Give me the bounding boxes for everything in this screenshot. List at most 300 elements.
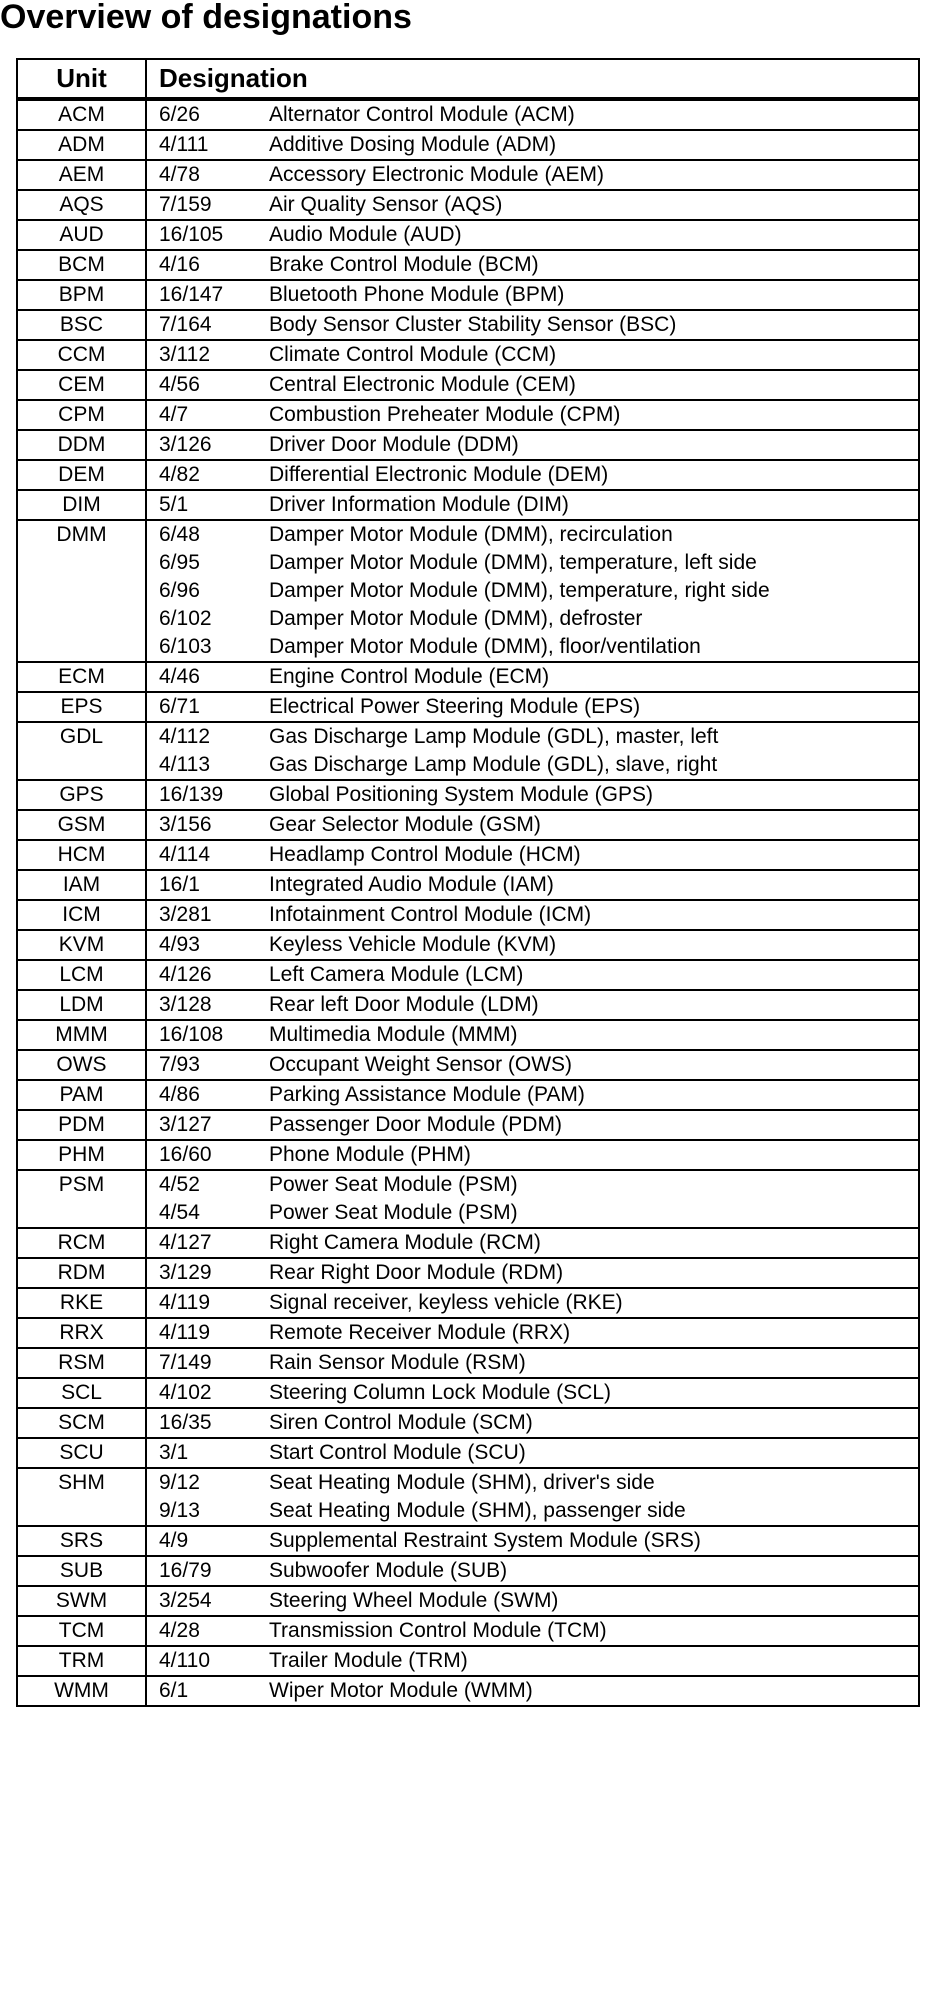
designation-entry: [159, 1409, 918, 1437]
designation-description: Subwoofer Module (SUB): [269, 1559, 508, 1582]
table-row: [18, 1080, 918, 1110]
designation-entry: [159, 1497, 918, 1525]
designation-code: 6/96: [159, 579, 200, 602]
designation-cell: [146, 280, 918, 310]
unit-cell: GPS: [18, 780, 146, 810]
unit-cell: GSM: [18, 810, 146, 840]
designation-cell: [146, 160, 918, 190]
unit-cell: CEM: [18, 370, 146, 400]
designation-entry: [159, 401, 918, 429]
designation-entry: [159, 341, 918, 369]
designation-cell: [146, 400, 918, 430]
designation-description: Siren Control Module (SCM): [269, 1411, 533, 1434]
unit-cell: SUB: [18, 1556, 146, 1586]
designation-description: Phone Module (PHM): [269, 1143, 471, 1166]
designation-entry: [159, 723, 918, 751]
designation-description: Rain Sensor Module (RSM): [269, 1351, 526, 1374]
table-row: [18, 990, 918, 1020]
designation-description: Additive Dosing Module (ADM): [269, 133, 557, 156]
designation-description: Remote Receiver Module (RRX): [269, 1321, 571, 1344]
designation-description: Headlamp Control Module (HCM): [269, 843, 581, 866]
designation-cell: [146, 780, 918, 810]
unit-cell: HCM: [18, 840, 146, 870]
designation-cell: [146, 1586, 918, 1616]
designation-code: 3/128: [159, 993, 212, 1016]
designation-description: Driver Door Module (DDM): [269, 433, 519, 456]
table-row: [18, 1438, 918, 1468]
unit-cell: CCM: [18, 340, 146, 370]
designation-entry: [159, 1379, 918, 1407]
designation-entry: [159, 931, 918, 959]
designation-cell: [146, 340, 918, 370]
designation-entry: [159, 1469, 918, 1497]
designation-code: 3/1: [159, 1441, 189, 1464]
designation-cell: [146, 960, 918, 990]
designation-cell: [146, 370, 918, 400]
designation-code: 4/54: [159, 1201, 200, 1224]
unit-cell: AQS: [18, 190, 146, 220]
designation-entry: [159, 371, 918, 399]
unit-cell: OWS: [18, 1050, 146, 1080]
designation-description: Start Control Module (SCU): [269, 1441, 526, 1464]
unit-cell: WMM: [18, 1676, 146, 1705]
designation-entry: [159, 1439, 918, 1467]
table-row: [18, 1526, 918, 1556]
table-row: [18, 1318, 918, 1348]
designation-entry: [159, 251, 918, 279]
designation-code: 4/52: [159, 1173, 200, 1196]
designation-cell: [146, 1288, 918, 1318]
designation-code: 6/48: [159, 523, 200, 546]
designation-code: 16/147: [159, 283, 224, 306]
designation-cell: [146, 692, 918, 722]
designation-code: 3/112: [159, 343, 210, 366]
unit-cell: IAM: [18, 870, 146, 900]
table-row: [18, 1020, 918, 1050]
table-row: [18, 400, 918, 430]
table-row: [18, 810, 918, 840]
table-row: [18, 370, 918, 400]
designation-code: 4/112: [159, 725, 210, 748]
designation-entry: [159, 1677, 918, 1705]
table-row: [18, 460, 918, 490]
designation-cell: [146, 1556, 918, 1586]
table-row: [18, 160, 918, 190]
table-row: [18, 1288, 918, 1318]
designation-code: 3/129: [159, 1261, 212, 1284]
unit-cell: LDM: [18, 990, 146, 1020]
designation-entry: [159, 811, 918, 839]
unit-cell: ACM: [18, 99, 146, 130]
column-header-unit: Unit: [18, 60, 146, 99]
designation-cell: [146, 1318, 918, 1348]
designation-description: Supplemental Restraint System Module (SRS): [269, 1529, 701, 1552]
designation-cell: [146, 722, 918, 780]
designation-cell: [146, 1646, 918, 1676]
designation-cell: [146, 930, 918, 960]
table-row: [18, 870, 918, 900]
designation-entry: [159, 1259, 918, 1287]
designation-code: 4/46: [159, 665, 200, 688]
designation-cell: [146, 1258, 918, 1288]
designation-cell: [146, 1468, 918, 1526]
designation-cell: [146, 1080, 918, 1110]
designation-description: Body Sensor Cluster Stability Sensor (BSC): [269, 313, 677, 336]
designation-entry: [159, 961, 918, 989]
designation-code: 4/114: [159, 843, 210, 866]
designation-cell: [146, 1228, 918, 1258]
designation-cell: [146, 1616, 918, 1646]
designation-entry: [159, 605, 918, 633]
designation-entry: [159, 1647, 918, 1675]
designation-cell: [146, 1050, 918, 1080]
designation-description: Passenger Door Module (PDM): [269, 1113, 562, 1136]
designation-code: 4/113: [159, 753, 210, 776]
designation-entry: [159, 1111, 918, 1139]
designation-cell: [146, 99, 918, 130]
table-header: [18, 60, 918, 99]
designation-code: 4/86: [159, 1083, 200, 1106]
designation-cell: [146, 810, 918, 840]
unit-cell: TCM: [18, 1616, 146, 1646]
designation-description: Brake Control Module (BCM): [269, 253, 539, 276]
designation-code: 4/16: [159, 253, 200, 276]
designation-cell: [146, 430, 918, 460]
designation-entry: [159, 521, 918, 549]
designation-entry: [159, 1141, 918, 1169]
designation-entry: [159, 633, 918, 661]
table-row: [18, 780, 918, 810]
designation-code: 4/126: [159, 963, 212, 986]
unit-cell: DMM: [18, 520, 146, 662]
designation-code: 16/1: [159, 873, 200, 896]
designation-entry: [159, 1229, 918, 1257]
designation-description: Alternator Control Module (ACM): [269, 103, 575, 126]
designation-description: Global Positioning System Module (GPS): [269, 783, 653, 806]
designation-description: Seat Heating Module (SHM), driver's side: [269, 1471, 655, 1494]
designation-cell: [146, 130, 918, 160]
designation-code: 4/119: [159, 1321, 210, 1344]
designation-entry: [159, 1199, 918, 1227]
unit-cell: RKE: [18, 1288, 146, 1318]
designation-entry: [159, 901, 918, 929]
unit-cell: AEM: [18, 160, 146, 190]
designation-code: 4/110: [159, 1649, 210, 1672]
designation-cell: [146, 250, 918, 280]
unit-cell: EPS: [18, 692, 146, 722]
designation-cell: [146, 1020, 918, 1050]
designation-code: 4/56: [159, 373, 200, 396]
designation-cell: [146, 1110, 918, 1140]
unit-cell: DDM: [18, 430, 146, 460]
unit-cell: ECM: [18, 662, 146, 692]
table-body: [18, 99, 918, 1705]
designation-cell: [146, 1526, 918, 1556]
unit-cell: DIM: [18, 490, 146, 520]
table-row: [18, 1408, 918, 1438]
designation-description: Gas Discharge Lamp Module (GDL), master, left: [269, 725, 719, 748]
designation-cell: [146, 460, 918, 490]
designation-description: Multimedia Module (MMM): [269, 1023, 518, 1046]
table-row: [18, 250, 918, 280]
table-row: [18, 900, 918, 930]
page-title: Overview of designations: [0, 0, 412, 36]
designation-entry: [159, 281, 918, 309]
designation-code: 3/254: [159, 1589, 212, 1612]
designation-code: 7/93: [159, 1053, 200, 1076]
designation-code: 6/26: [159, 103, 200, 126]
designation-entry: [159, 1319, 918, 1347]
designation-cell: [146, 1140, 918, 1170]
unit-cell: BPM: [18, 280, 146, 310]
table-row: [18, 1228, 918, 1258]
designation-entry: [159, 491, 918, 519]
designation-description: Damper Motor Module (DMM), temperature, left side: [269, 551, 757, 574]
designation-description: Bluetooth Phone Module (BPM): [269, 283, 565, 306]
designation-description: Steering Column Lock Module (SCL): [269, 1381, 611, 1404]
unit-cell: KVM: [18, 930, 146, 960]
designation-entry: [159, 577, 918, 605]
designation-description: Rear Right Door Module (RDM): [269, 1261, 564, 1284]
designation-cell: [146, 1676, 918, 1705]
unit-cell: PSM: [18, 1170, 146, 1228]
header-row: [18, 60, 918, 99]
designation-code: 16/139: [159, 783, 224, 806]
designation-code: 4/111: [159, 133, 209, 156]
designation-description: Gear Selector Module (GSM): [269, 813, 541, 836]
designation-description: Right Camera Module (RCM): [269, 1231, 541, 1254]
designation-description: Damper Motor Module (DMM), floor/ventilation: [269, 635, 701, 658]
designation-description: Climate Control Module (CCM): [269, 343, 557, 366]
designation-cell: [146, 990, 918, 1020]
table-row: [18, 692, 918, 722]
designation-description: Differential Electronic Module (DEM): [269, 463, 609, 486]
designation-code: 9/13: [159, 1499, 200, 1522]
unit-cell: SWM: [18, 1586, 146, 1616]
table-row: [18, 1050, 918, 1080]
designation-entry: [159, 1527, 918, 1555]
designation-code: 16/105: [159, 223, 224, 246]
designation-code: 4/82: [159, 463, 200, 486]
designation-code: 16/35: [159, 1411, 212, 1434]
designation-cell: [146, 1408, 918, 1438]
designation-description: Engine Control Module (ECM): [269, 665, 550, 688]
designation-description: Rear left Door Module (LDM): [269, 993, 539, 1016]
unit-cell: BSC: [18, 310, 146, 340]
designation-description: Signal receiver, keyless vehicle (RKE): [269, 1291, 623, 1314]
designation-description: Infotainment Control Module (ICM): [269, 903, 592, 926]
designation-code: 6/71: [159, 695, 200, 718]
designation-cell: [146, 190, 918, 220]
designation-entry: [159, 1051, 918, 1079]
unit-cell: RCM: [18, 1228, 146, 1258]
designation-entry: [159, 131, 918, 159]
designation-code: 3/156: [159, 813, 212, 836]
designation-cell: [146, 490, 918, 520]
designation-code: 4/119: [159, 1291, 210, 1314]
designation-entry: [159, 221, 918, 249]
unit-cell: PHM: [18, 1140, 146, 1170]
designation-description: Left Camera Module (LCM): [269, 963, 524, 986]
table-row: [18, 99, 918, 130]
designation-code: 4/9: [159, 1529, 189, 1552]
table: [18, 60, 918, 1705]
table-row: [18, 520, 918, 662]
designation-cell: [146, 662, 918, 692]
designation-entry: [159, 1289, 918, 1317]
unit-cell: AUD: [18, 220, 146, 250]
designation-cell: [146, 1170, 918, 1228]
unit-cell: SCL: [18, 1378, 146, 1408]
designation-code: 3/281: [159, 903, 212, 926]
designation-entry: [159, 431, 918, 459]
table-row: [18, 430, 918, 460]
designation-cell: [146, 220, 918, 250]
table-row: [18, 190, 918, 220]
unit-cell: RSM: [18, 1348, 146, 1378]
designation-entry: [159, 871, 918, 899]
unit-cell: SHM: [18, 1468, 146, 1526]
designation-cell: [146, 840, 918, 870]
table-row: [18, 1468, 918, 1526]
designation-description: Transmission Control Module (TCM): [269, 1619, 607, 1642]
designation-cell: [146, 1348, 918, 1378]
unit-cell: ADM: [18, 130, 146, 160]
unit-cell: PDM: [18, 1110, 146, 1140]
designation-description: Damper Motor Module (DMM), temperature, right side: [269, 579, 770, 602]
designation-code: 16/60: [159, 1143, 212, 1166]
designation-entry: [159, 161, 918, 189]
designation-cell: [146, 310, 918, 340]
table-row: [18, 1646, 918, 1676]
unit-cell: RDM: [18, 1258, 146, 1288]
designation-description: Combustion Preheater Module (CPM): [269, 403, 621, 426]
unit-cell: LCM: [18, 960, 146, 990]
designation-code: 6/1: [159, 1679, 189, 1702]
designation-description: Power Seat Module (PSM): [269, 1201, 518, 1224]
designation-entry: [159, 841, 918, 869]
designation-code: 6/95: [159, 551, 200, 574]
designation-entry: [159, 1617, 918, 1645]
designation-cell: [146, 1378, 918, 1408]
designation-description: Gas Discharge Lamp Module (GDL), slave, right: [269, 753, 718, 776]
designations-table: [16, 58, 920, 1707]
table-row: [18, 1170, 918, 1228]
column-header-designation: Designation: [146, 60, 918, 99]
designation-entry: [159, 991, 918, 1019]
designation-code: 5/1: [159, 493, 189, 516]
designation-description: Damper Motor Module (DMM), recirculation: [269, 523, 673, 546]
table-row: [18, 1258, 918, 1288]
designation-description: Wiper Motor Module (WMM): [269, 1679, 533, 1702]
table-row: [18, 960, 918, 990]
unit-cell: DEM: [18, 460, 146, 490]
designation-description: Parking Assistance Module (PAM): [269, 1083, 585, 1106]
designation-description: Driver Information Module (DIM): [269, 493, 569, 516]
table-row: [18, 1378, 918, 1408]
unit-cell: GDL: [18, 722, 146, 780]
designation-code: 4/127: [159, 1231, 212, 1254]
designation-code: 3/127: [159, 1113, 212, 1136]
designation-entry: [159, 191, 918, 219]
designation-description: Damper Motor Module (DMM), defroster: [269, 607, 643, 630]
designation-description: Audio Module (AUD): [269, 223, 462, 246]
table-row: [18, 1348, 918, 1378]
designation-entry: [159, 1557, 918, 1585]
designation-code: 16/79: [159, 1559, 212, 1582]
designation-code: 4/28: [159, 1619, 200, 1642]
designation-description: Accessory Electronic Module (AEM): [269, 163, 604, 186]
designation-description: Integrated Audio Module (IAM): [269, 873, 554, 896]
designation-code: 6/102: [159, 607, 212, 630]
designation-cell: [146, 900, 918, 930]
table-row: [18, 930, 918, 960]
designation-entry: [159, 1081, 918, 1109]
designation-entry: [159, 461, 918, 489]
designation-description: Occupant Weight Sensor (OWS): [269, 1053, 573, 1076]
designation-entry: [159, 1587, 918, 1615]
designation-code: 4/78: [159, 163, 200, 186]
designation-entry: [159, 1021, 918, 1049]
designation-code: 4/102: [159, 1381, 212, 1404]
table-row: [18, 1676, 918, 1705]
designation-description: Steering Wheel Module (SWM): [269, 1589, 559, 1612]
unit-cell: SCU: [18, 1438, 146, 1468]
designation-description: Power Seat Module (PSM): [269, 1173, 518, 1196]
unit-cell: SRS: [18, 1526, 146, 1556]
designation-entry: [159, 781, 918, 809]
designation-description: Electrical Power Steering Module (EPS): [269, 695, 641, 718]
table-row: [18, 1140, 918, 1170]
designation-entry: [159, 751, 918, 779]
unit-cell: RRX: [18, 1318, 146, 1348]
unit-cell: ICM: [18, 900, 146, 930]
table-row: [18, 1616, 918, 1646]
unit-cell: BCM: [18, 250, 146, 280]
designation-code: 4/93: [159, 933, 200, 956]
designation-description: Trailer Module (TRM): [269, 1649, 468, 1672]
designation-description: Keyless Vehicle Module (KVM): [269, 933, 557, 956]
designation-code: 7/164: [159, 313, 212, 336]
table-row: [18, 490, 918, 520]
designation-code: 7/149: [159, 1351, 212, 1374]
designation-code: 16/108: [159, 1023, 224, 1046]
designation-entry: [159, 101, 918, 129]
table-row: [18, 1110, 918, 1140]
designation-description: Air Quality Sensor (AQS): [269, 193, 503, 216]
designation-cell: [146, 870, 918, 900]
table-row: [18, 280, 918, 310]
designation-entry: [159, 693, 918, 721]
table-row: [18, 722, 918, 780]
designation-cell: [146, 1438, 918, 1468]
designation-entry: [159, 311, 918, 339]
designation-code: 3/126: [159, 433, 212, 456]
designation-description: Central Electronic Module (CEM): [269, 373, 576, 396]
designation-entry: [159, 1171, 918, 1199]
table-row: [18, 130, 918, 160]
table-row: [18, 340, 918, 370]
designation-entry: [159, 549, 918, 577]
designation-cell: [146, 520, 918, 662]
designation-code: 7/159: [159, 193, 212, 216]
designation-entry: [159, 1349, 918, 1377]
unit-cell: CPM: [18, 400, 146, 430]
table-row: [18, 840, 918, 870]
designation-code: 6/103: [159, 635, 212, 658]
designation-entry: [159, 663, 918, 691]
table-row: [18, 1556, 918, 1586]
